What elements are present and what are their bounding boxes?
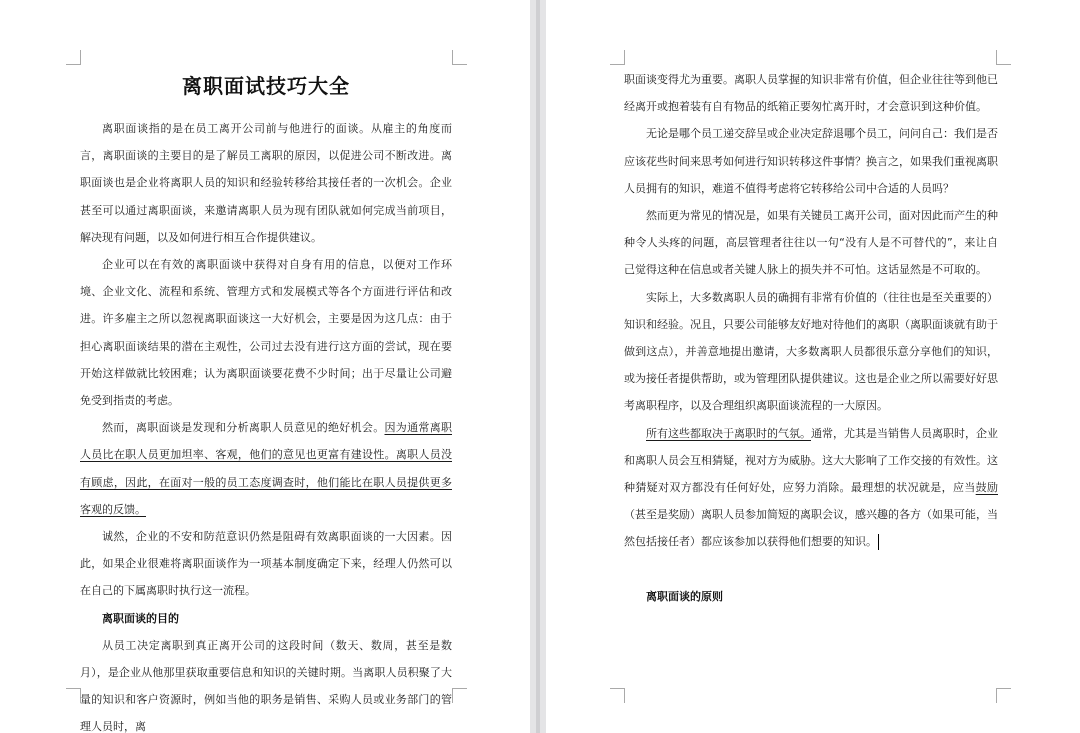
underlined-text: 因为通常离职人员比在职人员更加坦率、客观，他们的意见也更富有建设性。离职人员没有顾虑，因此，在面对一般的员工态度调查时，他们能比在职人员提供更多客观的反馈。: [80, 421, 452, 516]
document-page-left: [0, 0, 530, 733]
paragraph-intro: 离职面谈指的是在员工离开公司前与他进行的面谈。从雇主的角度而言，离职面谈的主要目的是了解员工离职的原因，以促进公司不断改进。离职面谈也是企业将离职人员的知识和经验转移给其接任者的一次机会。企业甚至可以通过离职面谈，来邀请离职人员为现有团队就如何完成当前项目，解决现有问题，以及如何进行相互合作提供建议。: [80, 122, 452, 244]
document-page-right: [546, 0, 1080, 733]
blank-line: [624, 556, 998, 583]
section-heading-purpose: 离职面谈的目的: [102, 611, 179, 625]
crop-mark-bottom-left: [610, 688, 625, 703]
crop-mark-top-right: [452, 50, 467, 65]
underlined-text: 鼓励: [975, 481, 998, 495]
paragraph-atmosphere-mid: 通常，尤其是当销售人员离职时，企业和离职人员会互相猜疑，视对方为威胁。这大大影响了工作交接的有效性。这种猜疑对双方都没有任何好处，应努力消除。最理想的状况就是，应当: [624, 426, 998, 495]
paragraph-common-case: 然而更为常见的情况是，如果有关键员工离开公司，面对因此而产生的种种令人头疼的问题，高层管理者往往以一句“没有人是不可替代的”，来让自己觉得这种在信息或者关键人脉上的损失并不可怕。这话显然是不可取的。: [624, 209, 998, 277]
paragraph-atmosphere-end: （甚至是奖励）离职人员参加简短的离职会议，感兴趣的各方（如果可能，当然包括接任者）都应该参加以获得他们想要的知识。: [624, 508, 998, 549]
crop-mark-bottom-right: [996, 688, 1011, 703]
crop-mark-bottom-left: [66, 688, 81, 703]
crop-mark-bottom-right: [452, 688, 467, 703]
paragraph-question: 无论是哪个员工递交辞呈或企业决定辞退哪个员工，问问自己：我们是否应该花些时间来思考如何进行知识转移这件事情？换言之，如果我们重视离职人员拥有的知识，难道不值得考虑将它转移给公司中合适的人员吗？: [624, 127, 998, 195]
paragraph-benefits: 企业可以在有效的离职面谈中获得对自身有用的信息，以便对工作环境、企业文化、流程和系统、管理方式和发展模式等各个方面进行评估和改进。许多雇主之所以忽视离职面谈这一大好机会，主要是因为这几点：由于担心离职面谈结果的潜在主观性，公司过去没有进行这方面的尝试，现在要开始这样做就比较困难；认为离职面谈要花费不少时间；出于尽量让公司避免受到指责的考虑。: [80, 258, 452, 408]
section-heading-principles: 离职面谈的原则: [646, 589, 723, 603]
crop-mark-top-left: [66, 50, 81, 65]
paragraph-atmosphere: [624, 420, 998, 556]
paragraph-knowledge: 实际上，大多数离职人员的确拥有非常有价值的（往往也是至关重要的）知识和经验。况且，只要公司能够友好地对待他们的离职（离职面谈就有助于做到这点），并善意地提出邀请，大多数离职人员都很乐意分享他们的知识，或为接任者提供帮助，或为管理团队提供建议。这也是企业之所以需要好好思考离职程序，以及合理组织离职面谈流程的一大原因。: [624, 290, 998, 413]
left-text-column[interactable]: [80, 70, 452, 733]
paragraph-opportunity-start: 然而，离职面谈是发现和分析离职人员意见的绝好机会。: [102, 421, 385, 435]
paragraph-continuation: 职面谈变得尤为重要。离职人员掌握的知识非常有价值，但企业往往等到他已经离开或抱着装有自有物品的纸箱正要匆忙离开时，才会意识到这种价值。: [624, 73, 998, 114]
paragraph-purpose: 从员工决定离职到真正离开公司的这段时间（数天、数周，甚至是数月），是企业从他那里获取重要信息和知识的关键时期。当离职人员积聚了大量的知识和客户资源时，例如当他的职务是销售、采购人员或业务部门的管理人员时，离: [80, 638, 452, 733]
text-cursor: [878, 534, 879, 550]
paragraph-opportunity: [80, 414, 452, 523]
underlined-text: 所有这些都取决于离职时的气氛。: [646, 426, 811, 440]
crop-mark-top-right: [996, 50, 1011, 65]
paragraph-obstacles: 诚然，企业的不安和防范意识仍然是阻碍有效离职面谈的一大因素。因此，如果企业很难将离职面谈作为一项基本制度确定下来，经理人仍然可以在自己的下属离职时执行这一流程。: [80, 530, 452, 598]
crop-mark-top-left: [610, 50, 625, 65]
document-title: 离职面试技巧大全: [182, 74, 350, 98]
right-text-column[interactable]: [624, 66, 998, 610]
page-gap-scrollbar[interactable]: [530, 0, 546, 733]
